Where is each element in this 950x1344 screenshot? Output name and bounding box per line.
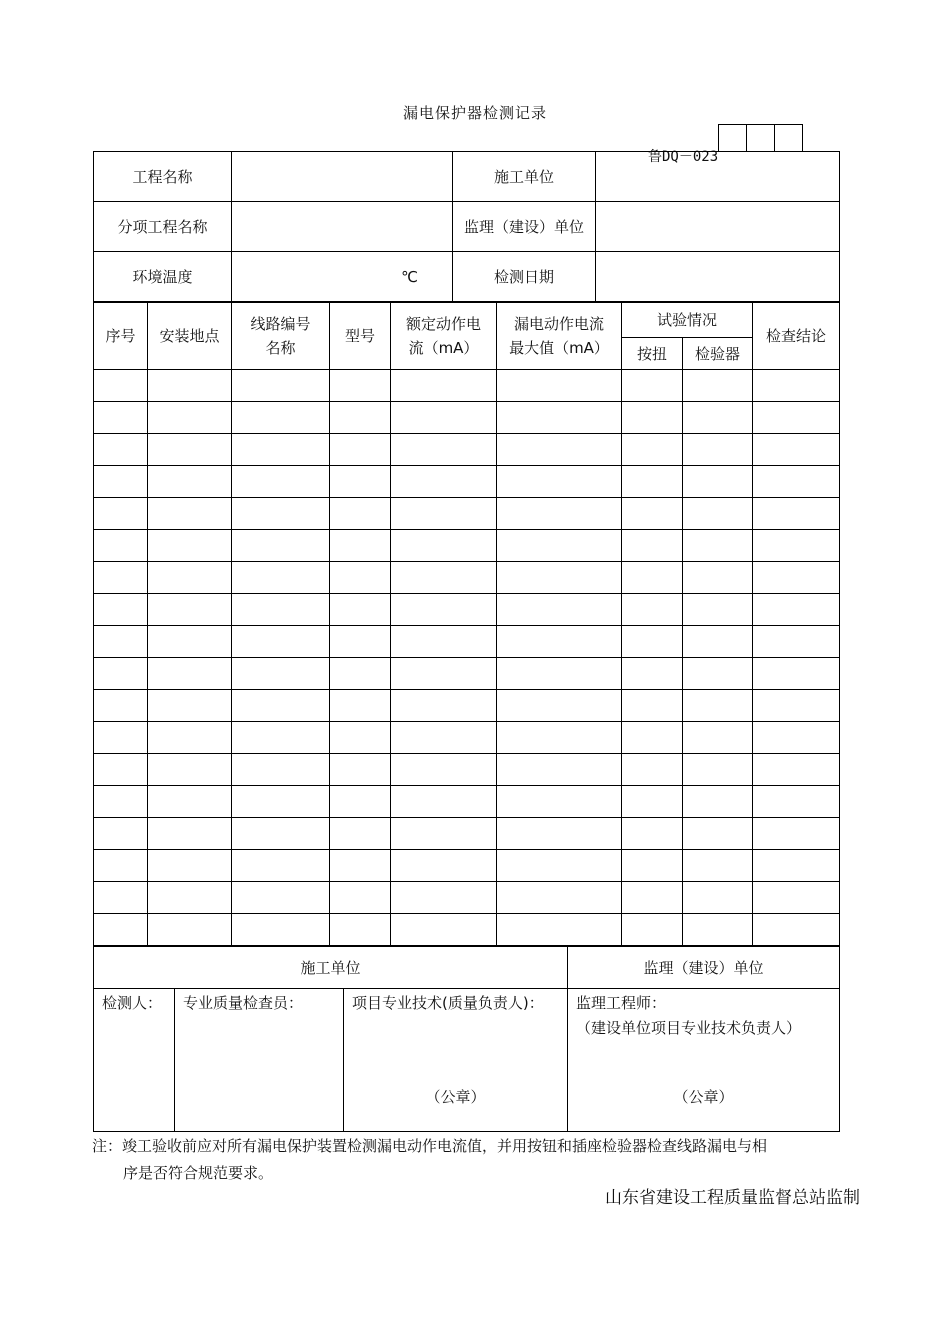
col-header-leak-line1: 漏电动作电流 — [513, 315, 604, 333]
table-cell[interactable] — [391, 402, 497, 434]
page-title: 漏电保护器检测记录 — [402, 104, 547, 122]
table-cell[interactable] — [391, 914, 497, 946]
table-cell[interactable] — [497, 530, 622, 562]
table-cell[interactable] — [753, 466, 840, 498]
table-cell[interactable] — [497, 722, 622, 754]
code-boxes — [719, 124, 803, 152]
temperature-field[interactable] — [232, 252, 453, 302]
table-cell[interactable] — [753, 818, 840, 850]
table-cell[interactable] — [148, 882, 232, 914]
table-cell[interactable] — [622, 658, 683, 690]
table-cell[interactable] — [391, 530, 497, 562]
table-cell[interactable] — [148, 498, 232, 530]
table-cell[interactable] — [497, 498, 622, 530]
table-cell[interactable] — [622, 786, 683, 818]
table-row — [94, 530, 840, 562]
col-header-rated-line1: 额定动作电 — [405, 315, 481, 333]
table-cell[interactable] — [330, 722, 391, 754]
table-cell[interactable] — [497, 850, 622, 882]
table-cell[interactable] — [148, 754, 232, 786]
table-cell[interactable] — [330, 434, 391, 466]
table-cell[interactable] — [497, 594, 622, 626]
table-cell[interactable] — [94, 850, 148, 882]
table-cell[interactable] — [683, 626, 753, 658]
table-cell[interactable] — [497, 754, 622, 786]
table-cell[interactable] — [753, 722, 840, 754]
table-cell[interactable] — [148, 402, 232, 434]
table-cell[interactable] — [683, 594, 753, 626]
col-header-leak-line2: 最大值（mA） — [509, 339, 609, 357]
table-cell[interactable] — [148, 786, 232, 818]
table-cell[interactable] — [148, 658, 232, 690]
table-cell[interactable] — [232, 562, 330, 594]
table-cell[interactable] — [683, 754, 753, 786]
table-cell[interactable] — [330, 658, 391, 690]
table-cell[interactable] — [753, 498, 840, 530]
table-cell[interactable] — [232, 594, 330, 626]
table-cell[interactable] — [683, 530, 753, 562]
inspector-cell[interactable] — [94, 989, 175, 1132]
table-row — [94, 722, 840, 754]
table-row — [94, 658, 840, 690]
table-cell[interactable] — [753, 562, 840, 594]
code-box[interactable] — [774, 124, 803, 152]
col-header-circuit-line2: 名称 — [265, 339, 296, 357]
table-cell[interactable] — [148, 626, 232, 658]
table-row — [94, 594, 840, 626]
table-cell[interactable] — [94, 882, 148, 914]
table-cell[interactable] — [330, 690, 391, 722]
table-cell[interactable] — [391, 594, 497, 626]
table-cell[interactable] — [148, 818, 232, 850]
construction-seal: （公章） — [425, 1088, 486, 1106]
table-cell[interactable] — [753, 658, 840, 690]
table-cell[interactable] — [330, 402, 391, 434]
table-cell[interactable] — [330, 882, 391, 914]
table-cell[interactable] — [330, 370, 391, 402]
sub-project-field[interactable] — [232, 202, 453, 252]
footer-issuer: 山东省建设工程质量监督总站监制 — [605, 1188, 860, 1208]
table-cell[interactable] — [622, 466, 683, 498]
table-cell[interactable] — [622, 818, 683, 850]
table-cell[interactable] — [94, 626, 148, 658]
table-cell[interactable] — [683, 818, 753, 850]
table-cell[interactable] — [683, 370, 753, 402]
table-cell[interactable] — [391, 562, 497, 594]
project-tech-label: 项目专业技术(质量负责人)： — [352, 994, 544, 1012]
table-cell[interactable] — [497, 434, 622, 466]
construction-unit-field[interactable] — [596, 152, 840, 202]
supervisor-label — [568, 989, 839, 1041]
table-cell[interactable] — [330, 914, 391, 946]
col-header-rated — [391, 303, 497, 370]
table-cell[interactable] — [683, 434, 753, 466]
table-cell[interactable] — [330, 530, 391, 562]
table-cell[interactable] — [94, 594, 148, 626]
table-cell[interactable] — [622, 434, 683, 466]
table-cell[interactable] — [148, 722, 232, 754]
table-cell[interactable] — [753, 914, 840, 946]
table-cell[interactable] — [232, 370, 330, 402]
table-cell[interactable] — [391, 626, 497, 658]
table-cell[interactable] — [232, 914, 330, 946]
table-cell[interactable] — [683, 882, 753, 914]
table-cell[interactable] — [683, 562, 753, 594]
table-cell[interactable] — [330, 498, 391, 530]
table-cell[interactable] — [753, 626, 840, 658]
table-cell[interactable] — [94, 658, 148, 690]
col-header-circuit-line1: 线路编号 — [250, 315, 311, 333]
col-header-test: 试验情况 — [622, 303, 753, 338]
project-name-label: 工程名称 — [94, 152, 232, 202]
table-cell[interactable] — [497, 882, 622, 914]
table-cell[interactable] — [683, 722, 753, 754]
table-cell[interactable] — [148, 434, 232, 466]
table-cell[interactable] — [391, 498, 497, 530]
table-row — [94, 562, 840, 594]
table-cell[interactable] — [94, 722, 148, 754]
table-cell[interactable] — [622, 370, 683, 402]
table-cell[interactable] — [232, 402, 330, 434]
table-row — [94, 690, 840, 722]
table-row — [94, 466, 840, 498]
table-cell[interactable] — [622, 498, 683, 530]
table-cell[interactable] — [753, 850, 840, 882]
records-table — [93, 302, 840, 946]
table-cell[interactable] — [391, 786, 497, 818]
table-cell[interactable] — [94, 370, 148, 402]
table-cell[interactable] — [497, 914, 622, 946]
table-cell[interactable] — [622, 914, 683, 946]
col-header-button: 按扭 — [622, 338, 683, 370]
table-cell[interactable] — [683, 402, 753, 434]
table-cell[interactable] — [232, 690, 330, 722]
table-cell[interactable] — [148, 690, 232, 722]
supervisor-line2: （建设单位项目专业技术负责人） — [576, 1019, 802, 1037]
table-cell[interactable] — [683, 914, 753, 946]
table-cell[interactable] — [148, 370, 232, 402]
table-cell[interactable] — [683, 498, 753, 530]
table-cell[interactable] — [94, 818, 148, 850]
table-cell[interactable] — [622, 690, 683, 722]
table-cell[interactable] — [232, 818, 330, 850]
table-row — [94, 818, 840, 850]
table-cell[interactable] — [683, 658, 753, 690]
table-cell[interactable] — [683, 690, 753, 722]
table-cell[interactable] — [148, 466, 232, 498]
table-cell[interactable] — [753, 754, 840, 786]
table-cell[interactable] — [232, 658, 330, 690]
table-cell[interactable] — [497, 626, 622, 658]
table-row — [94, 914, 840, 946]
table-cell[interactable] — [94, 402, 148, 434]
note — [92, 1133, 832, 1187]
table-row — [94, 370, 840, 402]
table-cell[interactable] — [330, 466, 391, 498]
supervisor-cell[interactable] — [568, 989, 840, 1132]
supervisor-line1: 监理工程师： — [576, 994, 667, 1012]
table-cell[interactable] — [232, 498, 330, 530]
supervision-unit-label: 监理（建设）单位 — [453, 202, 596, 252]
table-cell[interactable] — [330, 818, 391, 850]
table-cell[interactable] — [683, 786, 753, 818]
table-cell[interactable] — [622, 530, 683, 562]
table-row — [94, 498, 840, 530]
col-header-no: 序号 — [94, 303, 148, 370]
col-header-model: 型号 — [330, 303, 391, 370]
col-header-conclusion: 检查结论 — [753, 303, 840, 370]
table-cell[interactable] — [232, 722, 330, 754]
table-cell[interactable] — [753, 882, 840, 914]
table-cell[interactable] — [148, 850, 232, 882]
table-cell[interactable] — [391, 850, 497, 882]
table-cell[interactable] — [232, 466, 330, 498]
col-header-circuit — [232, 303, 330, 370]
table-cell[interactable] — [753, 402, 840, 434]
table-cell[interactable] — [497, 690, 622, 722]
table-row — [94, 402, 840, 434]
temperature-unit: ℃ — [401, 267, 418, 286]
table-cell[interactable] — [753, 370, 840, 402]
supervision-seal: （公章） — [673, 1088, 734, 1106]
table-cell[interactable] — [391, 882, 497, 914]
table-cell[interactable] — [622, 562, 683, 594]
table-cell[interactable] — [622, 402, 683, 434]
table-cell[interactable] — [391, 690, 497, 722]
sub-project-label: 分项工程名称 — [94, 202, 232, 252]
table-row — [94, 754, 840, 786]
table-cell[interactable] — [232, 530, 330, 562]
table-cell[interactable] — [497, 370, 622, 402]
col-header-tester: 检验器 — [683, 338, 753, 370]
table-cell[interactable] — [232, 754, 330, 786]
table-cell[interactable] — [622, 594, 683, 626]
project-tech-cell[interactable] — [344, 989, 568, 1132]
table-cell[interactable] — [330, 562, 391, 594]
table-cell[interactable] — [330, 754, 391, 786]
table-cell[interactable] — [391, 722, 497, 754]
table-cell[interactable] — [391, 434, 497, 466]
table-cell[interactable] — [753, 594, 840, 626]
supervision-unit-header: 监理（建设）单位 — [568, 947, 840, 989]
table-cell[interactable] — [232, 786, 330, 818]
table-row — [94, 626, 840, 658]
note-line2: 序是否符合规范要求。 — [123, 1164, 274, 1182]
quality-inspector-cell[interactable] — [175, 989, 344, 1132]
table-cell[interactable] — [622, 722, 683, 754]
col-header-leak — [497, 303, 622, 370]
table-cell[interactable] — [148, 914, 232, 946]
table-cell[interactable] — [94, 434, 148, 466]
table-row — [94, 850, 840, 882]
table-row — [94, 786, 840, 818]
table-cell[interactable] — [497, 818, 622, 850]
code-box[interactable] — [746, 124, 775, 152]
table-cell[interactable] — [391, 754, 497, 786]
table-cell[interactable] — [94, 562, 148, 594]
table-cell[interactable] — [148, 594, 232, 626]
table-cell[interactable] — [497, 658, 622, 690]
col-header-rated-line2: 流（mA） — [408, 339, 479, 357]
table-cell[interactable] — [94, 466, 148, 498]
table-cell[interactable] — [622, 850, 683, 882]
signature-table — [93, 946, 840, 1132]
table-cell[interactable] — [497, 786, 622, 818]
project-name-field[interactable] — [232, 152, 453, 202]
table-row — [94, 434, 840, 466]
table-cell[interactable] — [683, 466, 753, 498]
table-cell[interactable] — [753, 434, 840, 466]
table-cell[interactable] — [391, 818, 497, 850]
test-date-field[interactable] — [596, 252, 840, 302]
table-cell[interactable] — [753, 786, 840, 818]
table-cell[interactable] — [94, 530, 148, 562]
table-cell[interactable] — [622, 754, 683, 786]
construction-unit-label: 施工单位 — [453, 152, 596, 202]
table-cell[interactable] — [622, 882, 683, 914]
table-cell[interactable] — [330, 786, 391, 818]
table-row — [94, 882, 840, 914]
table-cell[interactable] — [232, 882, 330, 914]
col-header-location: 安装地点 — [148, 303, 232, 370]
record-rows — [94, 370, 840, 946]
inspector-label: 检测人： — [102, 994, 163, 1012]
code-box[interactable] — [718, 124, 747, 152]
quality-inspector-label: 专业质量检查员： — [183, 994, 304, 1012]
table-cell[interactable] — [94, 498, 148, 530]
table-cell[interactable] — [94, 690, 148, 722]
temperature-label: 环境温度 — [94, 252, 232, 302]
table-cell[interactable] — [753, 690, 840, 722]
table-cell[interactable] — [148, 530, 232, 562]
table-cell[interactable] — [330, 594, 391, 626]
table-cell[interactable] — [232, 434, 330, 466]
table-cell[interactable] — [753, 530, 840, 562]
table-cell[interactable] — [232, 850, 330, 882]
table-cell[interactable] — [497, 466, 622, 498]
table-cell[interactable] — [94, 754, 148, 786]
table-cell[interactable] — [94, 914, 148, 946]
table-cell[interactable] — [232, 626, 330, 658]
table-cell[interactable] — [497, 562, 622, 594]
table-cell[interactable] — [330, 626, 391, 658]
test-date-label: 检测日期 — [453, 252, 596, 302]
table-cell[interactable] — [497, 402, 622, 434]
table-cell[interactable] — [391, 466, 497, 498]
info-table — [93, 151, 840, 302]
note-line1: 注：竣工验收前应对所有漏电保护装置检测漏电动作电流值，并用按钮和插座检验器检查线路漏电与相 — [92, 1137, 768, 1155]
table-cell[interactable] — [94, 786, 148, 818]
table-cell[interactable] — [622, 626, 683, 658]
table-cell[interactable] — [391, 370, 497, 402]
table-cell[interactable] — [148, 562, 232, 594]
table-cell[interactable] — [330, 850, 391, 882]
table-cell[interactable] — [683, 850, 753, 882]
supervision-unit-field[interactable] — [596, 202, 840, 252]
table-cell[interactable] — [391, 658, 497, 690]
construction-unit-header: 施工单位 — [94, 947, 568, 989]
form-code: 鲁DQ－023 — [648, 149, 719, 165]
